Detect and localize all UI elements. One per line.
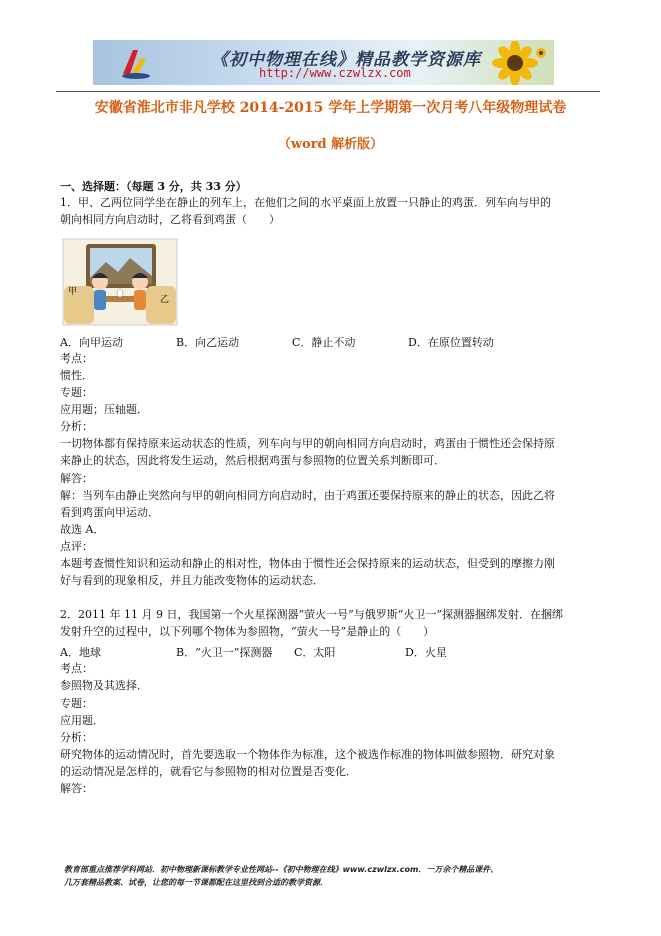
q1-zhuanti: 应用题；压轴题． <box>60 403 148 416</box>
q2-zhuanti: 应用题． <box>60 714 104 727</box>
q1-stem-line-1: 1．甲、乙两位同学坐在静止的列车上，在他们之间的水平桌面上放置一只静止的鸡蛋．列车向与甲的 <box>60 196 551 209</box>
q1-illustration-label-yi: 乙 <box>160 295 170 305</box>
q1-dianping-line-2: 好与看到的现象相反，并且力能改变物体的运动状态． <box>60 574 324 587</box>
q1-jieda-line-2: 看到鸡蛋向甲运动． <box>60 506 159 519</box>
q1-zhuanti-label: 专题： <box>60 386 93 399</box>
q2-option-b: B．“火卫一”探测器 <box>176 646 273 659</box>
banner-url[interactable]: http://www.czwlzx.com <box>259 66 411 80</box>
q1-kaodian-label: 考点： <box>60 352 93 365</box>
q1-kaodian: 惯性． <box>60 369 93 382</box>
q1-answer: 故选 A． <box>60 523 105 536</box>
footer-line-1: 教育部重点推荐学科网站．初中物理新课标教学专业性网站--《初中物理在线》www.czwlzx.com．一万余个精品课件、 <box>64 865 499 874</box>
q1-dianping-line-1: 本题考查惯性知识和运动和静止的相对性，物体由于惯性还会保持原来的运动状态，但受到的摩擦力刚 <box>60 557 555 570</box>
q1-fenxi-line-2: 来静止的状态，因此将发生运动，然后根据鸡蛋与参照物的位置关系判断即可． <box>60 454 445 467</box>
q2-option-d: D．火星 <box>405 646 447 659</box>
q1-option-d: D．在原位置转动 <box>408 336 494 349</box>
q2-zhuanti-label: 专题： <box>60 697 93 710</box>
page-title: 安徽省淮北市非凡学校 2014-2015 学年上学期第一次月考八年级物理试卷 <box>94 100 567 116</box>
q2-fenxi-line-2: 的运动情况是怎样的，就看它与参照物的相对位置是否变化． <box>60 765 357 778</box>
q1-option-a: A．向甲运动 <box>60 336 123 349</box>
q1-option-c: C．静止不动 <box>292 336 356 349</box>
q2-kaodian: 参照物及其选择． <box>60 679 148 692</box>
q1-train-illustration <box>62 238 178 326</box>
q1-jieda-label: 解答： <box>60 472 93 485</box>
q1-jieda-line-1: 解：当列车由静止突然向与甲的朝向相同方向启动时，由于鸡蛋还要保持原来的静止的状态，因此乙将 <box>60 489 555 502</box>
header-rule <box>56 91 600 92</box>
q2-fenxi-label: 分析： <box>60 731 93 744</box>
banner-title: 《初中物理在线》精品教学资源库 <box>211 50 481 70</box>
q1-illustration-label-jia: 甲 <box>68 287 78 297</box>
q2-kaodian-label: 考点： <box>60 662 93 675</box>
header-banner <box>93 40 554 85</box>
q2-fenxi-line-1: 研究物体的运动情况时，首先要选取一个物体作为标准，这个被选作标准的物体叫做参照物．研究对象 <box>60 748 555 761</box>
q1-option-b: B．向乙运动 <box>176 336 240 349</box>
q2-stem-line-1: 2．2011 年 11 月 9 日，我国第一个火星探测器“萤火一号”与俄罗斯“火卫一”探测器捆绑发射．在捆绑 <box>60 608 563 621</box>
site-logo-icon <box>119 46 153 80</box>
q1-dianping-label: 点评： <box>60 540 93 553</box>
q1-stem-line-2: 朝向相同方向启动时，乙将看到鸡蛋（ ） <box>60 213 280 226</box>
q2-stem-line-2: 发射升空的过程中，以下列哪个物体为参照物，“萤火一号”是静止的（ ） <box>60 625 435 638</box>
page-subtitle: （word 解析版） <box>277 137 384 152</box>
q1-fenxi-label: 分析： <box>60 420 93 433</box>
footer-line-2: 几万套精品教案、试卷，让您的每一节课都配在这里找到合适的教学资源． <box>64 878 328 887</box>
q2-option-c: C．太阳 <box>294 646 336 659</box>
section-heading: 一、选择题：（每题 3 分，共 33 分） <box>60 180 247 193</box>
q1-fenxi-line-1: 一切物体都有保持原来运动状态的性质，列车向与甲的朝向相同方向启动时，鸡蛋由于惯性还会保持原 <box>60 437 555 450</box>
q2-option-a: A．地球 <box>60 646 101 659</box>
sunflower-image <box>485 41 549 85</box>
q2-jieda-label: 解答： <box>60 782 93 795</box>
